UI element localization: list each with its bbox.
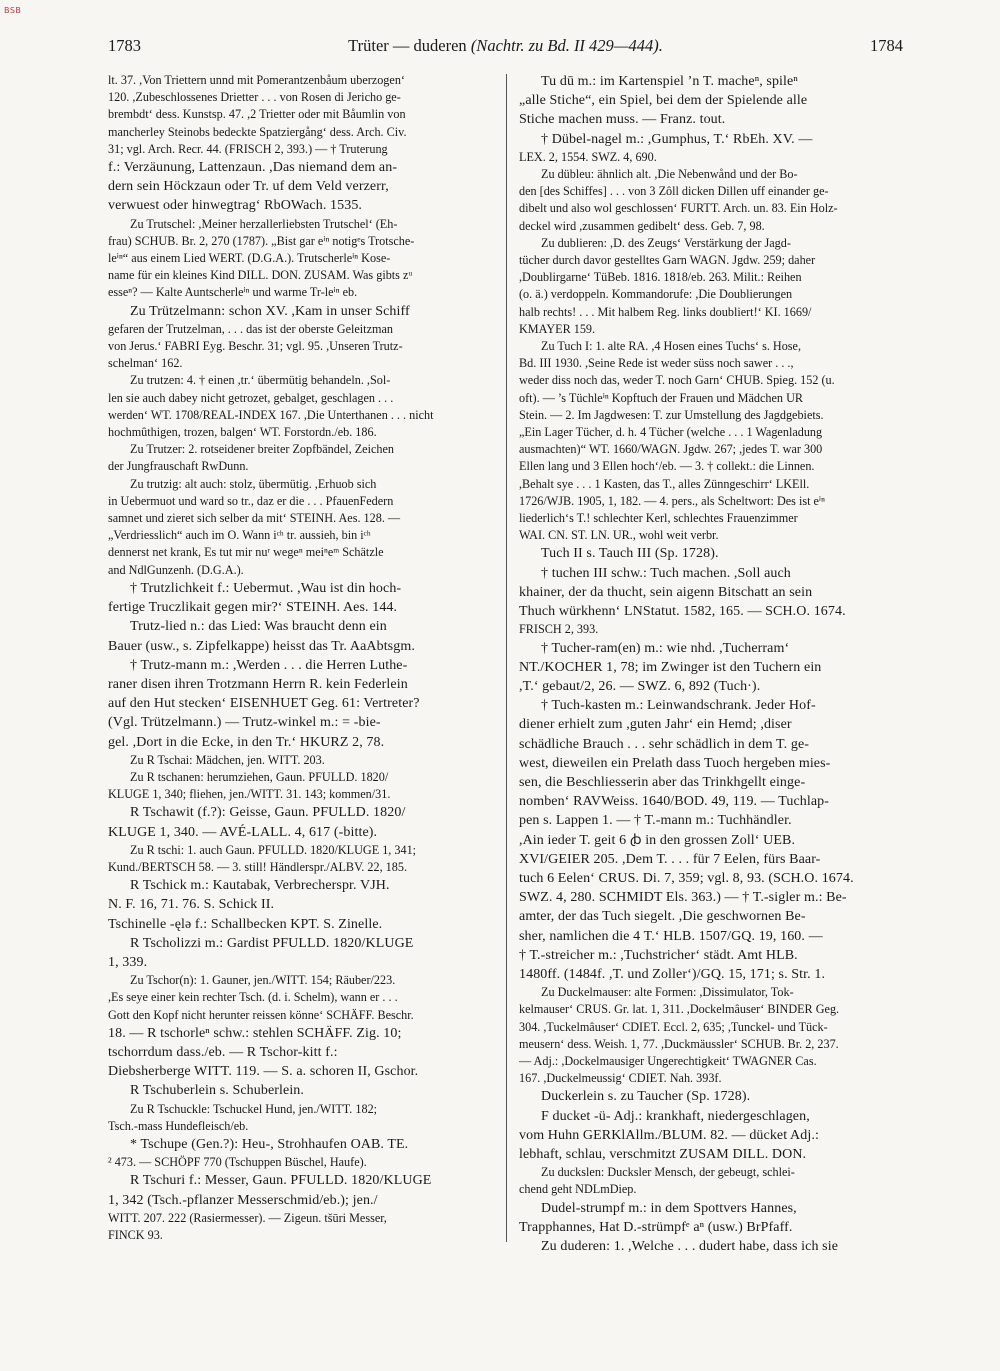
- entry-line: 167. ,Duckelmeussig‘ CDIET. Nah. 393f.: [519, 1071, 722, 1086]
- dictionary-entry: [108, 1101, 492, 1135]
- entry-line: gel. ,Dort in die Ecke, in den Tr.‘ HKURZ 2, 78.: [108, 734, 385, 750]
- entry-line: amter, der das Tuch siegelt. ,Die geschwornen Be-: [519, 909, 806, 925]
- entry-line: schelman‘ 162.: [108, 356, 183, 371]
- dictionary-entry: [108, 476, 492, 579]
- entry-line: WITT. 207. 222 (Rasiermesser). — Zigeun. tšūri Messer,: [108, 1210, 387, 1225]
- entry-line: chend geht NDLmDiep.: [519, 1182, 637, 1197]
- dictionary-entry: [519, 1237, 903, 1256]
- entry-line: F ducket -ü- Adj.: krankhaft, niedergeschlagen,: [541, 1108, 810, 1124]
- entry-line: frau) SCHUB. Br. 2, 270 (1787). „Bist gar eⁱⁿ notigᵉs Trotsche-: [108, 233, 415, 248]
- entry-line: Zu Duckelmauser: alte Formen: ,Dissimulator, Tok-: [541, 985, 794, 1000]
- dictionary-entry: [108, 934, 492, 972]
- entry-line: khainer, der da thucht, sein aigenn Bitschatt an sein: [519, 584, 813, 600]
- entry-line: † Tucher-ram(en) m.: wie nhd. ,Tucherram‘: [541, 640, 790, 656]
- right-column: [519, 72, 903, 1347]
- entry-line: Zu duderen: 1. ,Welche . . . dudert habe, dass ich sie: [541, 1239, 839, 1254]
- entry-line: kelmauser‘ CRUS. Gr. lat. 1, 311. ,Dockelmâuser‘ BINDER Geg.: [519, 1002, 840, 1017]
- entry-line: Zu Tuch I: 1. alte RA. ,4 Hosen eines Tuchs‘ s. Hose,: [541, 339, 802, 354]
- entry-line: R Tschawit (f.?): Geisse, Gaun. PFULLD. 1820/: [130, 805, 406, 821]
- entry-line: Zu R Tschai: Mädchen, jen. WITT. 203.: [130, 752, 325, 767]
- entry-line: samnet und zieret sich selber da mit‘ STEINH. Aes. 128. —: [108, 511, 401, 526]
- entry-line: 1, 342 (Tsch.-pflanzer Messerschmid/eb.); jen./: [108, 1192, 378, 1208]
- entry-line: ,T.‘ gebaut/2, 26. — SWZ. 6, 892 (Tuch·).: [519, 678, 761, 694]
- dictionary-entry: [108, 972, 492, 1081]
- entry-line: Tsch.-mass Hundefleisch/eb.: [108, 1118, 249, 1133]
- entry-line: Zu R tschanen: herumziehen, Gaun. PFULLD. 1820/: [130, 769, 389, 784]
- entry-line: „Verdriesslich“ auch im O. Wann iᶜʰ tr. aussieh, bin iᶜʰ: [108, 528, 371, 543]
- dictionary-entry: [108, 579, 492, 617]
- entry-line: vom Huhn GERKlAllm./BLUM. 82. — dücket Adj.:: [519, 1127, 819, 1143]
- entry-line: pen s. Lappen 1. — † T.-mann m.: Tuchhändler.: [519, 813, 792, 829]
- entry-line: west, dieweilen ein Prelath dass Tuoch hergeben mies-: [519, 755, 831, 771]
- dictionary-entry: [108, 441, 492, 475]
- entry-line: Zu Trutzer: 2. rotseidener breiter Zopfbändel, Zeichen: [130, 442, 394, 457]
- entry-line: liederlich‘s T.! schlechter Kerl, schlechtes Frauenzimmer: [519, 511, 798, 526]
- entry-line: Trutz-lied n.: das Lied: Was braucht denn ein: [130, 619, 387, 635]
- dictionary-entry: [519, 984, 903, 1087]
- entry-line: † Dübel-nagel m.: ,Gumphus, T.‘ RbEh. XV. —: [541, 131, 813, 147]
- entry-line: der Jungfrauschaft RwDunn.: [108, 459, 249, 474]
- dictionary-entry: [108, 876, 492, 914]
- entry-line: 304. ,Tuckelmâuser‘ CDIET. Eccl. 2, 635; ,Tunckel- und Tück-: [519, 1019, 828, 1034]
- entry-line: Stein. — 2. Im Jagdwesen: T. zur Umstellung des Jagdgebiets.: [519, 407, 824, 422]
- entry-line: esseⁿ? — Kalte Auntscherleⁱⁿ und warme Tr-leⁱⁿ eb.: [108, 285, 358, 300]
- entry-line: Zu R Tschuckle: Tschuckel Hund, jen./WITT. 182;: [130, 1101, 378, 1116]
- entry-line: sher, namlichen die 4 T.‘ HLB. 1507/GQ. 19, 160. —: [519, 928, 823, 944]
- entry-line: Thuch würkhenn‘ LNStatut. 1582, 165. — SCH.O. 1674.: [519, 604, 846, 620]
- entry-line: † tuchen III schw.: Tuch machen. ,Soll auch: [541, 565, 791, 581]
- entry-line: schädliche Brauch . . . sehr schädlich in dem T. ge-: [519, 736, 810, 752]
- entry-line: † Trutzlichkeit f.: Uebermut. ,Wau ist din hoch-: [130, 580, 402, 596]
- running-title-text: Trüter — duderen: [348, 36, 467, 55]
- entry-line: ,Ain ieder T. geit 6 ꞗ in den grossen Zoll‘ UEB.: [519, 832, 796, 848]
- entry-line: Tu dū m.: im Kartenspiel ’n T. macheⁿ, spileⁿ: [541, 74, 798, 89]
- entry-line: Zu dübleu: ähnlich alt. ,Die Nebenwånd und der Bo-: [541, 167, 798, 182]
- entry-line: Bd. III 1930. ,Seine Rede ist weder süss noch sawer . . .,: [519, 356, 794, 371]
- entry-line: WAI. CN. ST. LN. UR., wohl weit verbr.: [519, 528, 719, 543]
- entry-line: † Trutz-mann m.: ,Werden . . . die Herren Luthe-: [130, 657, 408, 673]
- dictionary-entry: [519, 338, 903, 544]
- entry-line: (o. ä.) verdoppeln. Kommandorufe: ,Die Doublierungen: [519, 287, 793, 302]
- entry-line: R Tschuri f.: Messer, Gaun. PFULLD. 1820/KLUGE: [130, 1173, 432, 1189]
- entry-line: and NdlGunzenh. (D.G.A.).: [108, 562, 244, 577]
- entry-line: Zu Trützelmann: schon XV. ,Kam in unser Schiff: [130, 303, 410, 319]
- entry-line: ² 473. — SCHÖPF 770 (Tschuppen Büschel, Haufe).: [108, 1155, 367, 1170]
- entry-line: Zu Tschor(n): 1. Gauner, jen./WITT. 154; Räuber/223.: [130, 973, 396, 988]
- entry-line: 18. — R tschorleⁿ schw.: stehlen SCHÄFF. Zig. 10;: [108, 1025, 402, 1041]
- dictionary-entry: [519, 72, 903, 130]
- entry-line: tuch 6 Eelen‘ CRUS. Di. 7, 359; vgl. 8, 93. (SCH.O. 1674.: [519, 870, 854, 886]
- entry-line: Stiche machen muss. — Franz. tout.: [519, 112, 726, 128]
- entry-line: † T.-streicher m.: ,Tuchstricher‘ städt. Amt HLB.: [519, 947, 798, 963]
- dictionary-entry: [108, 72, 492, 216]
- entry-line: KLUGE 1, 340. — AVÉ-LALL. 4, 617 (-bitte).: [108, 824, 378, 840]
- entry-line: R Tschuberlein s. Schuberlein.: [130, 1083, 305, 1099]
- entry-line: Tuch II s. Tauch III (Sp. 1728).: [541, 546, 719, 562]
- entry-line: 120. ,Zubeschlossenes Drietter . . . von Rosen di Jericho ge-: [108, 90, 401, 105]
- dictionary-entry: [108, 216, 492, 302]
- entry-line: von Jerus.‘ FABRI Eyg. Beschr. 31; vgl. 95. ,Unseren Trutz-: [108, 339, 403, 354]
- entry-line: name für ein kleines Kind DILL. DON. ZUSAM. Was gibts zᵘ: [108, 268, 413, 283]
- dictionary-entry: [519, 1199, 903, 1237]
- entry-line: auf den Hut stecken‘ EISENHUET Geg. 61: Vertreter?: [108, 696, 420, 712]
- entry-line: Trapphannes, Hat D.-strümpfᵉ aⁿ (usw.) BrPfaff.: [519, 1219, 793, 1235]
- dictionary-entry: [519, 130, 903, 166]
- dictionary-entry: [519, 1107, 903, 1165]
- entry-line: KMAYER 159.: [519, 321, 596, 336]
- dictionary-entry: [108, 617, 492, 655]
- entry-line: R Tschick m.: Kautabak, Verbrecherspr. VJH.: [130, 878, 390, 894]
- entry-line: hochmûthigen, trozen, balgen‘ WT. Forstordn./eb. 186.: [108, 425, 377, 440]
- left-column: [108, 72, 492, 1347]
- entry-line: Gott den Kopf nicht herunter reissen könne‘ SCHÄFF. Beschr.: [108, 1007, 414, 1022]
- entry-line: lebhaft, schlau, verschmitzt ZUSAM DILL. DON.: [519, 1146, 807, 1162]
- entry-line: SWZ. 4, 280. SCHMIDT Els. 363.) — † T.-sigler m.: Be-: [519, 890, 847, 906]
- dictionary-entry: [519, 166, 903, 235]
- dictionary-entry: [108, 302, 492, 373]
- dictionary-entry: [108, 752, 492, 769]
- entry-line: Zu Trutschel: ,Meiner herzallerliebsten Trutschel‘ (Eh-: [130, 216, 398, 231]
- entry-line: Zu dublieren: ,D. des Zeugs‘ Verstärkung der Jagd-: [541, 235, 791, 250]
- entry-line: sen, die Beschliesserin aber das Trinkhgellt einge-: [519, 774, 806, 790]
- dictionary-entry: [108, 842, 492, 876]
- dictionary-entry: [519, 564, 903, 639]
- entry-line: (Vgl. Trützelmann.) — Trutz-winkel m.: = -bie-: [108, 715, 381, 731]
- entry-line: Dudel-strumpf m.: in dem Spottvers Hannes,: [541, 1200, 797, 1216]
- dictionary-entry: [108, 1081, 492, 1100]
- dictionary-entry: [108, 656, 492, 752]
- dictionary-entry: [108, 803, 492, 841]
- column-divider: [506, 74, 507, 1242]
- entry-line: XVI/GEIER 205. ,Dem T. . . . für 7 Eelen, fürs Baar-: [519, 851, 821, 867]
- entry-line: 1, 339.: [108, 954, 148, 970]
- entry-line: 1726/WJB. 1905, 1, 182. — 4. pers., als Scheltwort: Des ist eⁱⁿ: [519, 493, 825, 508]
- entry-line: ,Behalt sye . . . 1 Kasten, das T., alles Zünngeschirr‘ LKEll.: [519, 476, 810, 491]
- entry-line: diener erhielt zum ,guten Jahr‘ ein Hemd; ,diser: [519, 717, 792, 733]
- entry-line: nomben‘ RAVWeiss. 1640/BOD. 49, 119. — Tuchlap-: [519, 794, 830, 810]
- entry-line: Zu duckslen: Ducksler Mensch, der gebeugt, schlei-: [541, 1165, 795, 1180]
- entry-line: R Tscholizzi m.: Gardist PFULLD. 1820/KLUGE: [130, 935, 414, 951]
- entry-line: len sie auch dabey nicht getrozet, gebalget, geschlagen . . .: [108, 390, 394, 405]
- entry-line: Zu R tschi: 1. auch Gaun. PFULLD. 1820/KLUGE 1, 341;: [130, 842, 417, 857]
- entry-line: ausmachten)“ WT. 1660/WAGN. Jgdw. 267; ,jedes T. war 300: [519, 442, 823, 457]
- entry-line: Kund./BERTSCH 58. — 3. still! Händlerspr./ALBV. 22, 185.: [108, 859, 407, 874]
- library-stamp: BSB: [4, 6, 22, 15]
- entry-line: FINCK 93.: [108, 1228, 163, 1242]
- entry-line: meusern‘ dess. Weish. 1, 77. ,Duckmäussler‘ SCHUB. Br. 2, 237.: [519, 1036, 839, 1051]
- dictionary-entry: [108, 1135, 492, 1171]
- dictionary-entry: [108, 915, 492, 934]
- dictionary-entry: [519, 639, 903, 697]
- entry-line: Bauer (usw., s. Zipfelkappe) heisst das Tr. AaAbtsgm.: [108, 638, 415, 654]
- entry-line: 31; vgl. Arch. Recr. 44. (FRISCH 2, 393.) — † Truterung: [108, 141, 388, 156]
- dictionary-entry: [108, 769, 492, 803]
- entry-line: tschorrdum dass./eb. — R Tschor-kitt f.:: [108, 1044, 338, 1060]
- entry-line: — Adj.: ,Dockelmausiger Ungerechtigkeit‘ TWAGNER Cas.: [519, 1053, 817, 1068]
- entry-line: oft). — ’s Tüchleⁱⁿ Kopftuch der Frauen und Mädchen UR: [519, 390, 804, 405]
- entry-line: brembdt‘ dess. Kunstsp. 47. ,2 Trietter oder mit Båumlin von: [108, 107, 406, 122]
- entry-line: gefaren der Trutzelman, . . . das ist der oberste Geleitzman: [108, 321, 393, 336]
- running-title: [108, 36, 903, 56]
- entry-line: Tschinelle -ęlə f.: Schallbecken KPT. S. Zinelle.: [108, 916, 383, 932]
- entry-line: in Uebermuot und ward so tr., daz er die . . . PfauenFedern: [108, 493, 394, 508]
- entry-line: dibelt und also wol geschlossen‘ FURTT. Arch. un. 83. Ein Holz-: [519, 201, 838, 216]
- entry-line: halb rechts! . . . Mit halbem Reg. links doubliert!‘ KI. 1669/: [519, 304, 812, 319]
- entry-line: verwuest oder hinwegtrag‘ RbOWach. 1535.: [108, 198, 363, 214]
- entry-line: „Ein Lager Tücher, d. h. 4 Tücher (welche . . . 1 Wagenladung: [519, 425, 823, 440]
- entry-line: FRISCH 2, 393.: [519, 622, 599, 637]
- entry-line: Ellen lang und 3 Ellen hoch‘/eb. — 3. † collekt.: die Linnen.: [519, 459, 815, 474]
- entry-line: leⁱⁿ“ aus einem Lied WERT. (D.G.A.). Trutscherleⁱⁿ Kose-: [108, 251, 391, 266]
- entry-line: LEX. 2, 1554. SWZ. 4, 690.: [519, 149, 657, 164]
- entry-line: tücher durch davor gestelltes Garn WAGN. Jgdw. 259; daher: [519, 253, 816, 268]
- entry-line: ,Es seye einer kein rechter Tsch. (d. i. Schelm), wann er . . .: [108, 990, 398, 1005]
- entry-line: Duckerlein s. zu Taucher (Sp. 1728).: [541, 1089, 751, 1105]
- entry-line: „alle Stiche“, ein Spiel, bei dem der Spielende alle: [519, 93, 808, 109]
- entry-line: fertige Truczlikait gegen mir?‘ STEINH. Aes. 144.: [108, 600, 398, 616]
- dictionary-entry: [519, 696, 903, 984]
- entry-line: raner disen ihren Trotzmann Herrn R. kein Federlein: [108, 676, 408, 692]
- entry-line: Zu trutzig: alt auch: stolz, übermütig. ,Erhuob sich: [130, 476, 377, 491]
- page-number-right: 1784: [870, 36, 903, 55]
- entry-line: den [des Schiffes] . . . von 3 Zôll dicken Dillen uff einander ge-: [519, 184, 829, 199]
- entry-line: † Tuch-kasten m.: Leinwandschrank. Jeder Hof-: [541, 698, 816, 714]
- dictionary-entry: [519, 544, 903, 563]
- dictionary-body: [108, 72, 903, 1347]
- entry-line: * Tschupe (Gen.?): Heu-, Strohhaufen OAB. TE.: [130, 1136, 409, 1152]
- entry-line: dern sein Höckzaun oder Tr. uf dem Veld verzerr,: [108, 179, 389, 195]
- entry-line: lt. 37. ,Von Triettern unnd mit Pomerantzenbåum uberzogen‘: [108, 73, 405, 87]
- dictionary-entry: [519, 1164, 903, 1198]
- page-header: [108, 36, 903, 58]
- dictionary-entry: [108, 1171, 492, 1244]
- dictionary-entry: [108, 372, 492, 441]
- entry-line: N. F. 16, 71. 76. S. Schick II.: [108, 897, 275, 913]
- entry-line: mancherley Steinobs bedeckte Spatziergång‘ dess. Arch. Civ.: [108, 124, 407, 139]
- entry-line: Diebsherberge WITT. 119. — S. a. schoren II, Gschor.: [108, 1064, 419, 1080]
- entry-line: ,Doublirgarne‘ TüBeb. 1816. 1818/eb. 263. Milit.: Reihen: [519, 270, 802, 285]
- entry-line: NT./KOCHER 1, 78; im Zwinger ist den Tuchern ein: [519, 659, 822, 675]
- dictionary-entry: [519, 1087, 903, 1106]
- dictionary-entry: [519, 235, 903, 338]
- entry-line: dennerst net krank, Es tut mir nuʳ wegeⁿ meiⁿeᵐ Schätzle: [108, 545, 384, 560]
- page-number-left: 1783: [108, 36, 141, 55]
- entry-line: f.: Verzäunung, Lattenzaun. ,Das niemand dem an-: [108, 160, 398, 176]
- entry-line: deckel wird ,zusammen gedibelt‘ dess. Geb. 7, 98.: [519, 218, 765, 233]
- entry-line: 1480ff. (1484f. ,T. und Zoller‘)/GQ. 15, 171; s. Str. 1.: [519, 966, 826, 982]
- running-title-note: (Nachtr. zu Bd. II 429—444).: [470, 36, 663, 55]
- entry-line: KLUGE 1, 340; fliehen, jen./WITT. 31. 143; kommen/31.: [108, 787, 391, 802]
- entry-line: werden‘ WT. 1708/REAL-INDEX 167. ,Die Unterthanen . . . nicht: [108, 407, 434, 422]
- entry-line: Zu trutzen: 4. † einen ,tr.‘ übermütig behandeln. ,Sol-: [130, 373, 391, 388]
- entry-line: weder diss noch das, weder T. noch Garn‘ CHUB. Spieg. 152 (u.: [519, 373, 835, 388]
